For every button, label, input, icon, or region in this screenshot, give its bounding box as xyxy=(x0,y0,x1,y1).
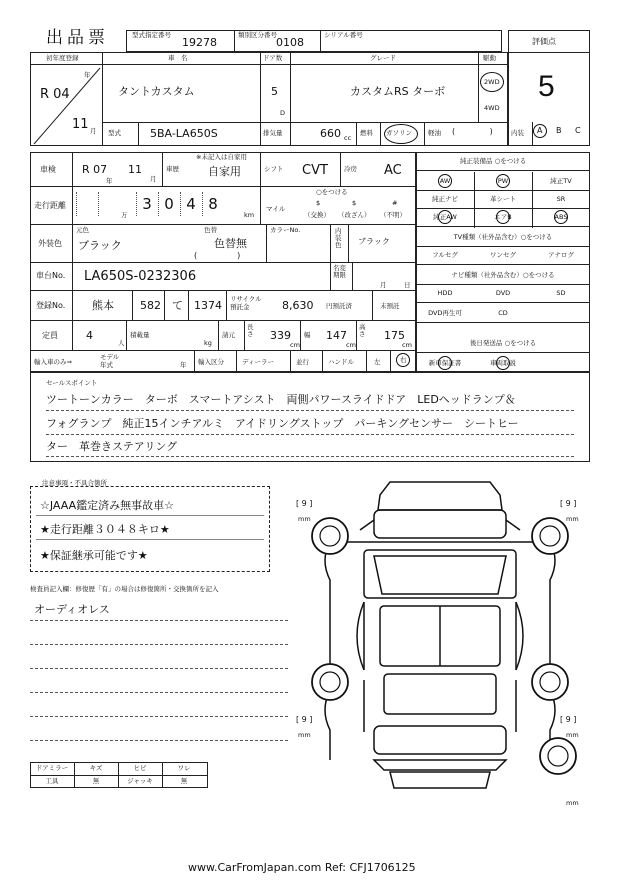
diesel-label: 軽油 xyxy=(428,129,441,137)
equip-circle xyxy=(496,210,510,224)
legend-header: ドアミラー xyxy=(35,764,69,772)
equip-circle xyxy=(496,174,510,188)
equip-item: SR xyxy=(556,195,566,203)
mileage-digit xyxy=(76,192,97,216)
mileage-digit: 0 xyxy=(158,192,179,216)
note-line-3: ★保証継承可能です★ xyxy=(40,549,148,562)
ext-color-label: 外装色 xyxy=(38,239,62,248)
equip-item: SD xyxy=(556,289,566,297)
legend-value: 無 xyxy=(180,777,188,785)
class-no: 0108 xyxy=(276,36,304,49)
width-unit: cm xyxy=(346,341,356,349)
tire-fl-unit: mm xyxy=(298,515,311,523)
legend-value: ジャッキ xyxy=(127,777,153,785)
recycle-value: 8,630 xyxy=(282,299,314,312)
reg-area: 熊本 xyxy=(92,299,114,312)
mileage-label: 走行距離 xyxy=(34,201,66,210)
name-change-label: 名変期限 xyxy=(333,264,346,280)
height-value: 175 xyxy=(384,329,405,342)
equip-circle xyxy=(496,356,510,370)
interior-label: 内装 xyxy=(511,129,524,137)
int-color-label: 内装色 xyxy=(335,227,342,250)
tire-rr-unit: mm xyxy=(566,731,579,739)
model-value: 5BA-LA650S xyxy=(150,127,218,140)
tire-fr-value: [ 9 ] xyxy=(560,499,577,508)
spare-unit: mm xyxy=(566,799,579,807)
equip-item: PW xyxy=(497,177,509,185)
sales-line-3: ター 革巻きステアリング xyxy=(46,440,178,453)
fuel-label: 燃料 xyxy=(360,129,373,137)
equip-item: 純正ナビ xyxy=(432,195,458,203)
ext-color-value: ブラック xyxy=(78,239,122,252)
year-suffix: 年 xyxy=(84,71,91,79)
color-change-label: 色替 xyxy=(204,226,217,234)
int-color-value: ブラック xyxy=(358,237,390,246)
footer-ref: www.CarFromJapan.com Ref: CFJ1706125 xyxy=(188,861,416,874)
chassis-label: 車台No. xyxy=(36,271,66,280)
shift-value: CVT xyxy=(302,163,328,178)
sheet-title: 出品票 xyxy=(46,28,109,48)
month-suffix: 月 xyxy=(90,127,97,135)
width-value: 147 xyxy=(326,329,347,342)
displacement-value: 660 xyxy=(320,127,341,140)
equip-circle xyxy=(438,356,452,370)
km-label: km xyxy=(244,211,255,219)
car-name: タントカスタム xyxy=(118,85,195,98)
orig-color-label: 元色 xyxy=(76,226,89,234)
equip-item: フルセグ xyxy=(432,251,458,259)
note-line-2: ★走行距離３０４８キロ★ xyxy=(40,523,170,536)
first-reg-month: 11 xyxy=(72,117,89,132)
equip-item: CD xyxy=(498,309,508,317)
grade-label: グレード xyxy=(370,54,396,62)
tamper-sub: （改ざん） xyxy=(338,211,371,219)
drive-4wd: 4WD xyxy=(484,104,500,112)
equip-item: HDD xyxy=(437,289,453,297)
drive-label: 駆動 xyxy=(483,54,496,62)
serial-label: シリアル番号 xyxy=(324,31,363,39)
diesel-bracket: ( ) xyxy=(452,127,493,136)
displacement-label: 排気量 xyxy=(263,129,283,137)
tire-rr-value: [ 9 ] xyxy=(560,715,577,724)
mileage-digit xyxy=(98,192,119,216)
model-label: 型式 xyxy=(108,129,121,137)
model-year-label: モデル年式 xyxy=(100,353,120,369)
sales-line-2: フォグランプ 純正15インチアルミ アイドリングストップ パーキングセンサー シートヒー xyxy=(46,417,519,430)
inspection-month: 11 xyxy=(128,163,142,176)
note-line-1: ☆JAAA鑑定済み無事故車☆ xyxy=(40,499,174,512)
swap-label: $ xyxy=(316,199,321,207)
equip-item: AW xyxy=(439,177,451,185)
tire-rl-value: [ 9 ] xyxy=(296,715,313,724)
color-no-label: カラーNo. xyxy=(270,226,301,234)
handle-right: 右 xyxy=(400,356,407,364)
reg-label: 登録No. xyxy=(36,301,66,310)
equip-circle xyxy=(438,210,452,224)
ac-value: AC xyxy=(384,163,402,178)
man-label: 万 xyxy=(121,211,128,219)
mileage-digit: 4 xyxy=(180,192,201,216)
type-no-label: 型式指定番号 xyxy=(132,31,171,39)
recycle-label: リサイクル預託金 xyxy=(230,295,262,311)
length-label: 長さ xyxy=(247,323,254,339)
tamper-label: $ xyxy=(352,199,357,207)
inspection-year-suffix: 年 xyxy=(106,177,113,185)
first-reg-label: 初年度登録 xyxy=(46,54,79,62)
mileage-digits xyxy=(76,190,236,220)
equip-circle xyxy=(438,174,452,188)
capacity-unit: 人 xyxy=(118,339,125,347)
drive-2wd: 2WD xyxy=(484,78,500,86)
import-label: 輸入車のみ⇒ xyxy=(34,358,72,366)
use-label: 車歴 xyxy=(166,165,179,173)
shift-label: シフト xyxy=(264,165,284,173)
unknown-label: # xyxy=(392,199,398,207)
height-unit: cm xyxy=(402,341,412,349)
equip-item: 新車保証書 xyxy=(428,359,462,367)
equip-item: エアB xyxy=(494,213,512,221)
equip-section-label: 後日発送品 ○をつける xyxy=(469,339,537,347)
mileage-digit: 8 xyxy=(202,192,223,216)
score-label: 評価点 xyxy=(532,37,556,46)
dealer-label: ディーラー xyxy=(242,358,274,366)
legend-value: 無 xyxy=(92,777,100,785)
equip-section-label: TV種類（社外品含む）○をつける xyxy=(453,233,553,241)
score-value: 5 xyxy=(538,70,555,103)
doors-value: 5 xyxy=(271,85,278,98)
inspector-label: 検査員記入欄：修復歴「有」の場合は修復箇所・交換箇所を記入 xyxy=(30,585,219,593)
equip-note: 純正装備品 ○をつける xyxy=(460,157,527,165)
mile-label: マイル xyxy=(266,205,286,213)
equip-item: アナログ xyxy=(548,251,574,259)
height-label: 高さ xyxy=(359,323,366,339)
handle-label: ハンドル xyxy=(328,358,354,366)
interior-b: B xyxy=(556,126,562,135)
equip-item: DVD再生可 xyxy=(428,309,462,317)
tire-rl-unit: mm xyxy=(298,731,311,739)
inspection-month-suffix: 月 xyxy=(150,175,157,183)
equip-item: ABS xyxy=(554,213,568,221)
equip-item: 革シート xyxy=(490,195,516,203)
inspection-year: R 07 xyxy=(82,163,108,176)
legend-header: キズ xyxy=(89,764,103,772)
recycle-unpaid: 未預託 xyxy=(380,302,400,310)
equip-item: 純正AW xyxy=(433,213,457,221)
load-label: 積載量 xyxy=(130,331,150,339)
equip-item: DVD xyxy=(495,289,511,297)
inspection-label: 車検 xyxy=(40,165,56,174)
handle-left: 左 xyxy=(374,358,381,366)
capacity-value: 4 xyxy=(86,329,93,342)
car-diagram xyxy=(290,470,590,810)
model-year-suffix: 年 xyxy=(180,361,187,369)
doors-label: ドア数 xyxy=(263,54,283,62)
ac-label: 冷房 xyxy=(344,165,357,173)
class-no-label: 類別区分番号 xyxy=(238,31,277,39)
color-change-value: 色替無 xyxy=(214,237,247,250)
equip-section-label: ナビ種類（社外品含む）○をつける xyxy=(451,271,555,279)
first-reg-year: R 04 xyxy=(40,87,70,102)
fuel-value: ガソリン xyxy=(386,129,412,137)
type-no: 19278 xyxy=(182,36,217,49)
legend-value: 工具 xyxy=(45,777,59,785)
sales-line-1: ツートーンカラー ターボ スマートアシスト 両側パワースライドドア LEDヘッドランプ＆ xyxy=(46,393,516,406)
use-value: 自家用 xyxy=(208,165,241,178)
tire-fl-value: [ 9 ] xyxy=(296,499,313,508)
notes-label: 注意事項・不具合箇所 xyxy=(42,479,107,487)
equip-item: 純正TV xyxy=(550,177,572,185)
parallel-label: 並行 xyxy=(296,358,309,366)
inspector-text: オーディオレス xyxy=(34,603,110,616)
mileage-digit: 3 xyxy=(136,192,157,216)
displacement-unit: cc xyxy=(344,134,352,142)
width-label: 幅 xyxy=(304,331,311,339)
length-value: 339 xyxy=(270,329,291,342)
reg-number: 1374 xyxy=(194,299,222,312)
reg-class: 582 xyxy=(140,299,161,312)
equip-item: ワンセグ xyxy=(490,251,516,259)
load-unit: kg xyxy=(204,339,212,347)
legend-header: ヒビ xyxy=(133,764,147,772)
length-unit: cm xyxy=(290,341,300,349)
door-suffix: D xyxy=(280,109,286,117)
use-note: ※未記入は自家用 xyxy=(196,153,247,161)
name-change-month: 月 xyxy=(380,281,387,289)
plate-label: 請元 xyxy=(222,331,235,339)
swap-sub: （交換） xyxy=(304,211,330,219)
grade-value: カスタムRS ターボ xyxy=(350,85,446,98)
capacity-label: 定員 xyxy=(42,331,58,340)
recycle-unit: 円預託済 xyxy=(326,302,352,310)
import-class-label: 輸入区分 xyxy=(198,358,224,366)
interior-a: A xyxy=(537,126,543,135)
interior-c: C xyxy=(575,126,581,135)
name-change-day: 日 xyxy=(404,281,411,289)
tire-fr-unit: mm xyxy=(566,515,579,523)
legend-header: ワレ xyxy=(177,764,191,772)
unknown-sub: （不明） xyxy=(380,211,406,219)
equip-item: 車両取説 xyxy=(490,359,516,367)
car-name-label: 車 名 xyxy=(168,54,188,62)
mile-note: ○をつける xyxy=(316,188,348,196)
equip-circle xyxy=(554,210,568,224)
reg-kana: て xyxy=(172,299,183,312)
sales-label: セールスポイント xyxy=(46,379,98,387)
color-bracket: ( ) xyxy=(194,251,241,260)
chassis-value: LA650S-0232306 xyxy=(84,269,197,284)
